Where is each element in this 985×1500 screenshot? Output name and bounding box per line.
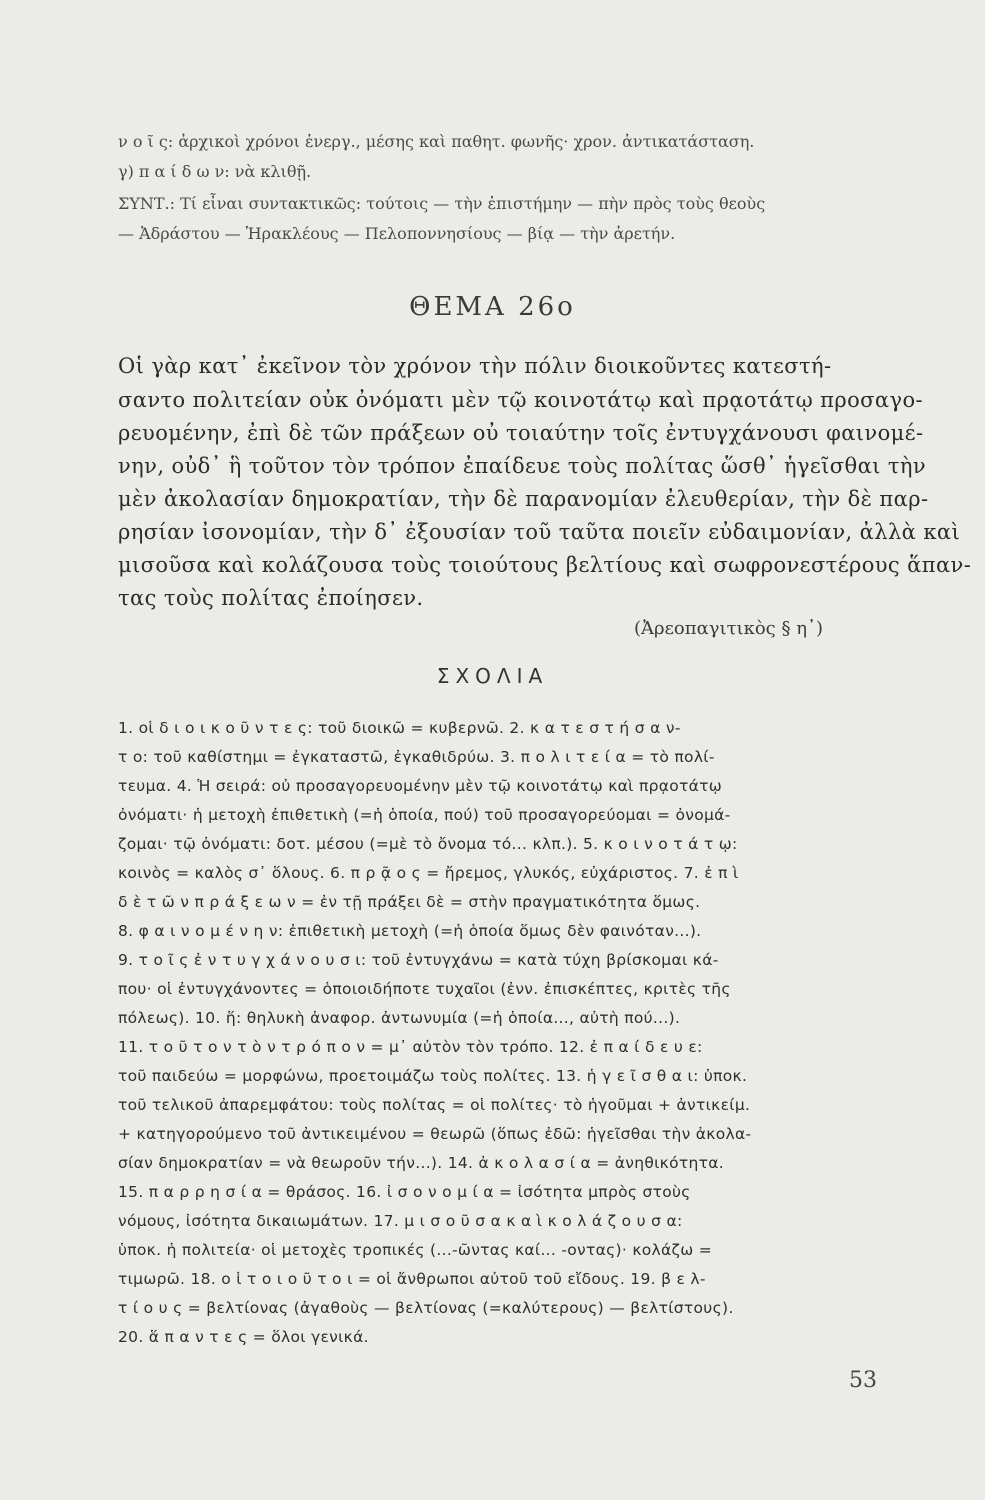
scholia-line-2: τ ο: τοῦ καθίστημι = ἐγκαταστῶ, ἐγκαθιδρύω. 3. π ο λ ι τ ε ί α = τὸ πολί- [118, 748, 715, 766]
scholia-line-13: τοῦ παιδεύω = μορφώνω, προετοιμάζω τοὺς πολίτες. 13. ἡ γ ε ῖ σ θ α ι: ὑποκ. [118, 1067, 748, 1085]
scholia-line-10: που· οἱ ἐντυγχάνοντες = ὁποιοιδήποτε τυχαῖοι (ἐνν. ἐπισκέπτες, κριτὲς τῆς [118, 980, 731, 998]
scholia-line-3: τευμα. 4. Ἡ σειρά: οὐ προσαγορευομένην μὲν τῷ κοινοτάτῳ καὶ πρᾳοτάτῳ [118, 777, 723, 795]
top-line-4: — Ἀδράστου — Ἡρακλέους — Πελοποννησίους — βίᾳ — τὴν ἀρετήν. [118, 224, 676, 243]
scholia-line-12: 11. τ ο ῦ τ ο ν τ ὸ ν τ ρ ό π ο ν = μ᾽ αὐτὸν τὸν τρόπο. 12. ἐ π α ί δ ε υ ε: [118, 1038, 703, 1056]
scholia-line-1: 1. οἱ δ ι ο ι κ ο ῦ ν τ ε ς: τοῦ διοικῶ = κυβερνῶ. 2. κ α τ ε σ τ ή σ α ν- [118, 719, 681, 737]
scholia-line-19: ὑποκ. ἡ πολιτεία· οἱ μετοχὲς τροπικές (...-ῶντας καί... -οντας)· κολάζω = [118, 1241, 713, 1259]
scholia-line-21: τ ί ο υ ς = βελτίονας (ἀγαθοὺς — βελτίονας (=καλύτερους) — βελτίστους). [118, 1299, 734, 1317]
scholia-line-22: 20. ἅ π α ν τ ε ς = ὅλοι γενικά. [118, 1328, 369, 1346]
scholia-line-4: ὀνόματι· ἡ μετοχὴ ἐπιθετικὴ (=ἡ ὁποία, πού) τοῦ προσαγορεύομαι = ὀνομά- [118, 806, 731, 824]
text-line-8: τας τοὺς πολίτας ἐποίησεν. [118, 586, 424, 610]
top-line-1: ν ο ῖ ς: ἀρχικοὶ χρόνοι ἐνεργ., μέσης καὶ παθητ. φωνῆς· χρον. ἀντικατάσταση. [118, 132, 755, 151]
text-line-3: ρευομένην, ἐπὶ δὲ τῶν πράξεων οὐ τοιαύτην τοῖς ἐντυγχάνουσι φαινομέ- [118, 421, 924, 445]
scholia-line-15: + κατηγορούμενο τοῦ ἀντικειμένου = θεωρῶ (ὅπως ἐδῶ: ἡγεῖσθαι τὴν ἀκολα- [118, 1125, 752, 1143]
scholia-heading: ΣΧΟΛΙΑ [436, 664, 549, 688]
scholia-line-7: δ ὲ τ ῶ ν π ρ ά ξ ε ω ν = ἐν τῇ πράξει δὲ = στὴν πραγματικότητα ὅμως. [118, 893, 701, 911]
scholia-line-11: πόλεως). 10. ἥ: θηλυκὴ ἀναφορ. ἀντωνυμία (=ἡ ὁποία..., αὐτὴ πού...). [118, 1009, 681, 1027]
text-line-4: νην, οὐδ᾽ ἣ τοῦτον τὸν τρόπον ἐπαίδευε τοὺς πολίτας ὥσθ᾽ ἡγεῖσθαι τὴν [118, 454, 927, 478]
scholia-line-14: τοῦ τελικοῦ ἀπαρεμφάτου: τοὺς πολίτας = οἱ πολίτες· τὸ ἡγοῦμαι + ἀντικείμ. [118, 1096, 751, 1114]
scholia-line-8: 8. φ α ι ν ο μ έ ν η ν: ἐπιθετικὴ μετοχὴ (=ἡ ὁποία ὅμως δὲν φαινόταν...). [118, 922, 702, 940]
scholia-line-16: σίαν δημοκρατίαν = νὰ θεωροῦν τήν...). 14. ἀ κ ο λ α σ ί α = ἀνηθικότητα. [118, 1154, 725, 1172]
scholia-line-6: κοινὸς = καλὸς σ᾽ ὅλους. 6. π ρ ᾷ ο ς = ἤρεμος, γλυκός, εὐχάριστος. 7. ἐ π ὶ [118, 864, 739, 882]
page-number: 53 [849, 1368, 877, 1393]
source-reference: (Ἀρεοπαγιτικὸς § η᾽) [634, 618, 823, 639]
scholia-line-20: τιμωρῶ. 18. ο ἱ τ ο ι ο ῦ τ ο ι = οἱ ἄνθρωποι αὐτοῦ τοῦ εἴδους. 19. β ε λ- [118, 1270, 706, 1288]
text-line-6: ρησίαν ἰσονομίαν, τὴν δ᾽ ἐξουσίαν τοῦ ταῦτα ποιεῖν εὐδαιμονίαν, ἀλλὰ καὶ [118, 520, 961, 544]
top-line-3: ΣΥΝΤ.: Τί εἶναι συντακτικῶς: τούτοις — τὴν ἐπιστήμην — πὴν πρὸς τοὺς θεοὺς [118, 194, 766, 213]
top-line-2: γ) π α ί δ ω ν: νὰ κλιθῇ. [118, 162, 312, 181]
text-line-7: μισοῦσα καὶ κολάζουσα τοὺς τοιούτους βελτίους καὶ σωφρονεστέρους ἅπαν- [118, 553, 972, 577]
scholia-line-17: 15. π α ρ ρ η σ ί α = θράσος. 16. ἰ σ ο ν ο μ ί α = ἰσότητα μπρὸς στοὺς [118, 1183, 691, 1201]
theme-title: ΘΕΜΑ 26ο [409, 292, 576, 322]
scholia-line-5: ζομαι· τῷ ὀνόματι: δοτ. μέσου (=μὲ τὸ ὄνομα τό... κλπ.). 5. κ ο ι ν ο τ ά τ ῳ: [118, 835, 738, 853]
text-line-5: μὲν ἀκολασίαν δημοκρατίαν, τὴν δὲ παρανομίαν ἐλευθερίαν, τὴν δὲ παρ- [118, 487, 929, 511]
text-line-2: σαντο πολιτείαν οὐκ ὀνόματι μὲν τῷ κοινοτάτῳ καὶ πρᾳοτάτῳ προσαγο- [118, 388, 923, 412]
scholia-line-18: νόμους, ἰσότητα δικαιωμάτων. 17. μ ι σ ο ῦ σ α κ α ὶ κ ο λ ά ζ ο υ σ α: [118, 1212, 683, 1230]
text-line-1: Οἱ γὰρ κατ᾽ ἐκεῖνον τὸν χρόνον τὴν πόλιν διοικοῦντες κατεστή- [118, 354, 832, 378]
scholia-line-9: 9. τ ο ῖ ς ἐ ν τ υ γ χ ά ν ο υ σ ι: τοῦ ἐντυγχάνω = κατὰ τύχη βρίσκομαι κά- [118, 951, 719, 969]
